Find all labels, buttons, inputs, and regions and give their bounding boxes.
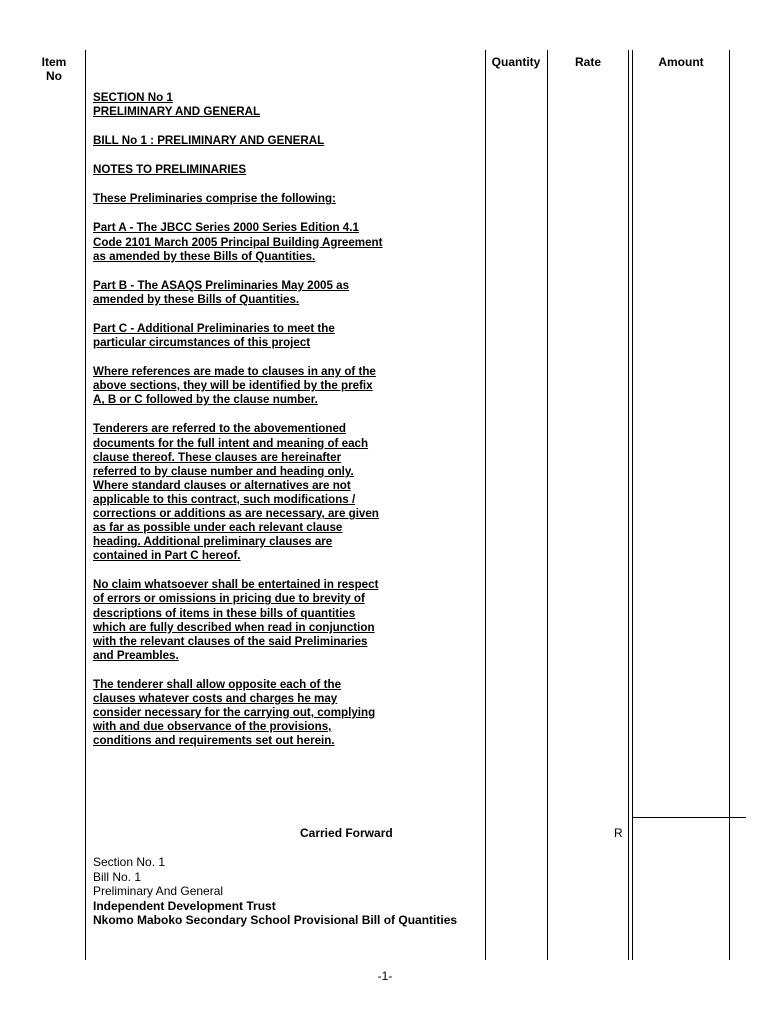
- references-paragraph: Where references are made to clauses in any of the above sections, they will be identified by the prefix A, B or C followed by the clause number.: [93, 365, 376, 407]
- section-heading: [93, 91, 428, 119]
- header-quantity: Quantity: [491, 55, 541, 69]
- carried-forward-rule: [632, 817, 746, 818]
- notes-title: NOTES TO PRELIMINARIES: [93, 163, 247, 177]
- column-divider-item: [85, 50, 86, 960]
- footer-client: Independent Development Trust: [93, 898, 276, 913]
- column-divider-rate-left: [628, 50, 629, 960]
- page-number: -1-: [377, 969, 393, 983]
- column-divider-amount: [729, 50, 730, 960]
- section-heading-line1: SECTION No 1: [93, 91, 173, 104]
- carried-forward-label: Carried Forward: [300, 826, 393, 840]
- column-divider-rate-right: [632, 50, 633, 960]
- description-column: [93, 91, 428, 763]
- bill-title: BILL No 1 : PRELIMINARY AND GENERAL: [93, 134, 325, 148]
- footer-bill-no: Bill No. 1: [93, 869, 142, 884]
- part-a-paragraph: Part A - The JBCC Series 2000 Series Edition 4.1 Code 2101 March 2005 Principal Building Agreement as amended by these Bills of Quantities.: [93, 221, 383, 263]
- rate-currency-symbol: R: [614, 826, 623, 840]
- column-divider-quantity: [547, 50, 548, 960]
- tenderers-paragraph: Tenderers are referred to the abovementioned documents for the full intent and meaning of each clause thereof. These clauses are hereinafter referred to by clause number and heading only. Where standard clauses or alternatives are not applicable to this contract, such modifications / corrections or additions as are necessary, are given as far as possible under each relevant clause heading. Additional preliminary clauses are contained in Part C hereof.: [93, 422, 379, 563]
- no-claim-paragraph: No claim whatsoever shall be entertained in respect of errors or omissions in pricing due to brevity of descriptions of items in these bills of quantities which are fully described when read in conjunction with the relevant clauses of the said Preliminaries and Preambles.: [93, 578, 379, 662]
- header-item-no: Item No: [41, 55, 67, 83]
- part-c-paragraph: Part C - Additional Preliminaries to meet the particular circumstances of this project: [93, 321, 335, 350]
- column-divider-description: [485, 50, 486, 960]
- header-rate: Rate: [574, 55, 601, 69]
- comprise-paragraph: These Preliminaries comprise the following:: [93, 192, 336, 206]
- tenderer-allow-paragraph: The tenderer shall allow opposite each of the clauses whatever costs and charges he may consider necessary for the carrying out, complying with and due observance of the provisions, conditions and requirements set out herein.: [93, 677, 376, 748]
- section-heading-line2: PRELIMINARY AND GENERAL: [93, 105, 261, 119]
- footer-project: Nkomo Maboko Secondary School Provisional Bill of Quantities: [93, 913, 458, 927]
- header-amount: Amount: [658, 55, 704, 69]
- footer-bill-name: Preliminary And General: [93, 884, 224, 898]
- page-footer: [93, 855, 457, 928]
- footer-section-no: Section No. 1: [93, 855, 166, 869]
- part-b-paragraph: Part B - The ASAQS Preliminaries May 2005 as amended by these Bills of Quantities.: [93, 278, 350, 306]
